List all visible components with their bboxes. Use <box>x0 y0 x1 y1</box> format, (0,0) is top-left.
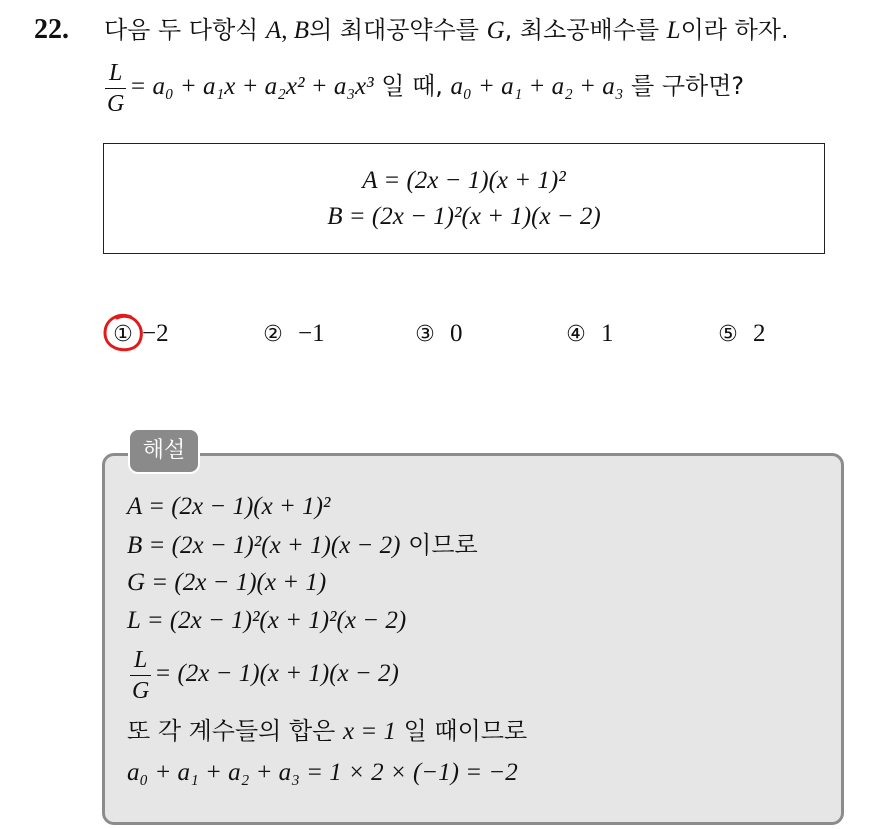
choice-4[interactable] <box>563 316 614 353</box>
fraction-l-over-g: $\frac{L}{G}$ <box>107 59 125 117</box>
question-text: 다음 두 다항식 <box>104 16 266 44</box>
fraction-l-over-g: $\frac{L}{G}$ <box>132 647 150 704</box>
choice-value: −1 <box>298 320 325 347</box>
comma: , <box>281 17 294 44</box>
choice-1[interactable] <box>110 316 169 353</box>
fraction-bar <box>105 88 126 89</box>
var-b: B <box>293 17 310 44</box>
question-text: 이라 하자. <box>680 16 789 44</box>
choice-5[interactable] <box>715 316 766 353</box>
question-text: 일 때, <box>373 72 451 100</box>
var-a: A <box>266 17 282 44</box>
given-b: B = (2x − 1)²(x + 1)(x − 2) <box>327 203 601 230</box>
given-a: A = (2x − 1)(x + 1)² <box>362 167 566 194</box>
coefficient-sum-expression: a₀ + a₁ + a₂ + a₃ <box>450 73 624 100</box>
choice-mark: ⑤ <box>718 322 738 347</box>
given-polynomials-box <box>103 143 825 254</box>
solution-line-3: G = (2x − 1)(x + 1) <box>127 569 327 596</box>
question-text: 의 최대공약수를 <box>309 16 487 44</box>
choice-value: 1 <box>601 320 614 347</box>
question-number: 22. <box>34 14 69 45</box>
choice-value: −2 <box>142 320 169 347</box>
choice-mark: ② <box>263 322 283 347</box>
var-g: G <box>486 17 505 44</box>
choice-mark: ③ <box>415 322 435 347</box>
solution-box <box>102 453 844 825</box>
fraction-bar <box>130 675 151 676</box>
question-text: , 최소공배수를 <box>504 16 667 44</box>
question-line-1 <box>104 12 789 49</box>
var-l: L <box>666 17 681 44</box>
solution-line-1: A = (2x − 1)(x + 1)² <box>127 493 331 520</box>
solution-label-tag: 해설 <box>128 428 200 474</box>
solution-line-4: L = (2x − 1)²(x + 1)²(x − 2) <box>127 607 407 634</box>
solution-line-2: B = (2x − 1)²(x + 1)(x − 2) 이므로 <box>127 531 478 559</box>
choice-mark: ① <box>113 322 133 347</box>
question-text: 를 구하면? <box>623 72 745 100</box>
question-line-2 <box>102 60 744 116</box>
choice-2[interactable] <box>260 316 325 353</box>
polynomial-expression: = a₀ + a₁x + a₂x² + a₃x³ <box>129 73 374 100</box>
choice-3[interactable] <box>412 316 463 353</box>
choice-value: 0 <box>450 320 463 347</box>
solution-line-7: a₀ + a₁ + a₂ + a₃ = 1 × 2 × (−1) = −2 <box>127 759 518 786</box>
solution-line-6: 또 각 계수들의 합은 x = 1 일 때이므로 <box>127 717 528 745</box>
choice-value: 2 <box>753 320 766 347</box>
choice-mark: ④ <box>566 322 586 347</box>
solution-line-5: $\frac{L}{G}$ = (2x − 1)(x + 1)(x − 2) <box>132 647 399 704</box>
